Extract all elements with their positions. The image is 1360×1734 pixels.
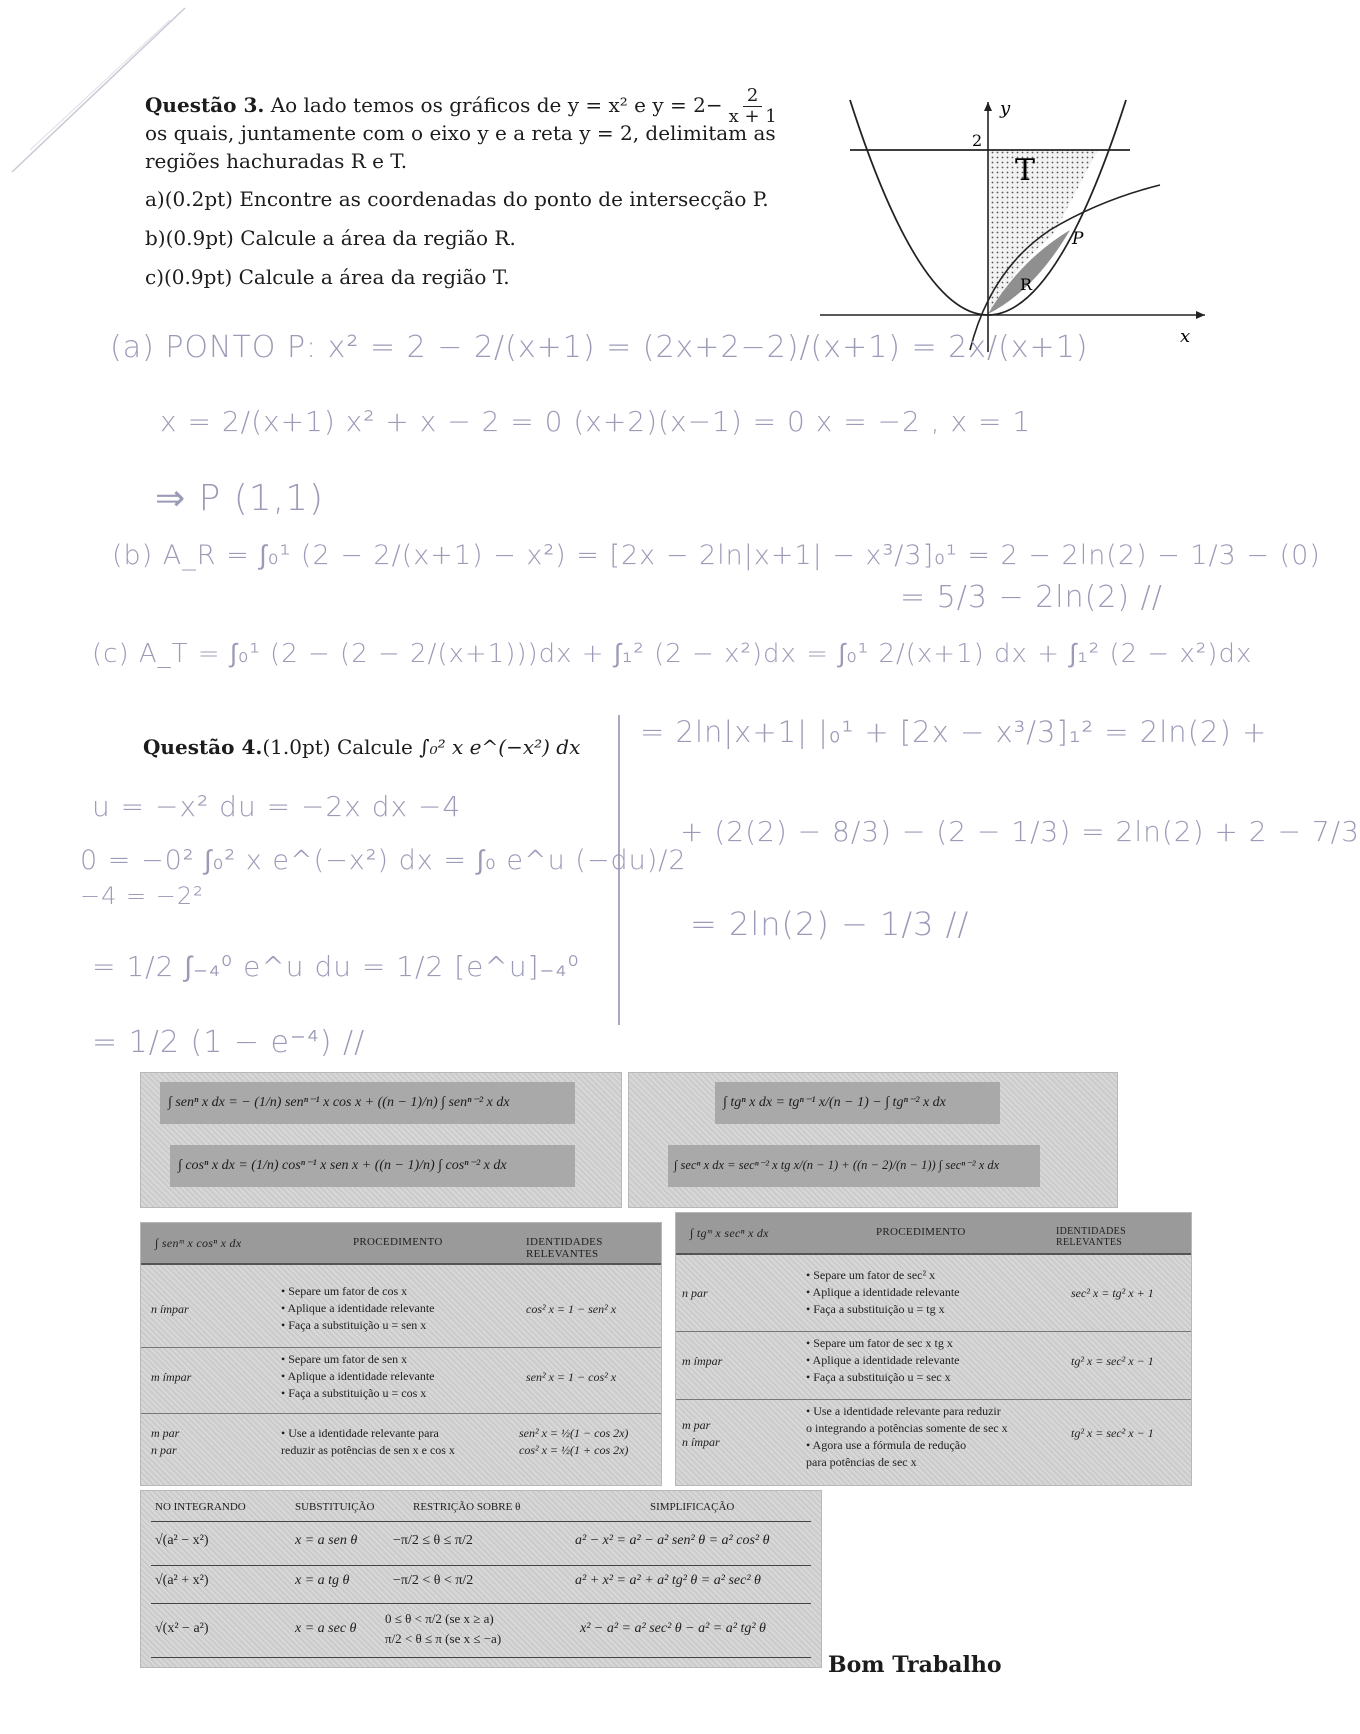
table-row: m par n ímpar • Use a identidade relevante para reduzir o integrando a potências somente de sec x • Agora use a fórmula de redução para potências de sec x tg² x = sec² x − 1 (682, 1404, 1154, 1469)
q3-item-a: a)(0.2pt) Encontre as coordenadas do ponto de intersecção P. (145, 187, 769, 211)
point-p-label: P (1072, 229, 1084, 249)
table-substitution: NO INTEGRANDO SUBSTITUIÇÃO RESTRIÇÃO SOBRE θ SIMPLIFICAÇÃO √(a² − x²) x = a sen θ −π/2 ≤ θ ≤ π/2 a² − x² = a² − a² sen² θ = a² cos² θ √(a² + x²) x = a tg θ −π/2 < θ < π/2 a² + x² = a² + a² tg² θ = a² sec² θ √(x² − a²) x = a sec θ 0 ≤ θ < π/2 (se x ≥ a) π/2 < θ ≤ π (se x ≤ −a) x² − a² = a² sec² θ − a² = a² tg² θ (140, 1490, 822, 1668)
hw-b-line1: (b) A_R = ∫₀¹ (2 − 2/(x+1) − x²) = [2x − 2ln|x+1| − x³/3]₀¹ = 2 − 2ln(2) − 1/3 − (0) (112, 540, 1321, 571)
table-row: m par n par • Use a identidade relevante para reduzir as potências de sen x e cos x sen² x = ½(1 − cos 2x) cos² x = ½(1 + cos 2x) (151, 1426, 629, 1457)
formula-cos-text: ∫ cosⁿ x dx = (1/n) cosⁿ⁻¹ x sen x + ((n − 1)/n) ∫ cosⁿ⁻² x dx (178, 1158, 507, 1173)
table-row: m ímpar • Separe um fator de sen x • Aplique a identidade relevante • Faça a substituição u = cos x sen² x = 1 − cos² x (141, 1349, 661, 1414)
table-sen-cos (140, 1222, 662, 1486)
region-r-label: R (1020, 275, 1033, 294)
hw-c-line1: (c) A_T = ∫₀¹ (2 − (2 − 2/(x+1)))dx + ∫₁² (2 − x²)dx = ∫₀¹ 2/(x+1) dx + ∫₁² (2 − x²)dx (92, 639, 1253, 669)
hw-q4-line2: 0 = −0² ∫₀² x e^(−x²) dx = ∫₀ e^u (−du)/2 (80, 845, 687, 876)
q3-fraction: $\frac{2}{x + 1}$ (728, 85, 777, 127)
hw-q4-line4: = 1/2 ∫₋₄⁰ e^u du = 1/2 [e^u]₋₄⁰ (92, 950, 580, 983)
region-t-label: T (1015, 153, 1036, 188)
table-row: √(x² − a²) x = a sec θ 0 ≤ θ < π/2 (se x ≥ a) π/2 < θ ≤ π (se x ≤ −a) x² − a² = a² sec² θ − a² = a² tg² θ (155, 1611, 766, 1646)
table-row: √(a² + x²) x = a tg θ −π/2 < θ < π/2 a² + x² = a² + a² tg² θ = a² sec² θ (155, 1573, 761, 1588)
q3-line3: regiões hachuradas R e T. (145, 149, 408, 173)
x-axis-label: x (1180, 326, 1191, 347)
q4-title: Questão 4. (143, 735, 263, 759)
question-4 (143, 733, 580, 761)
q4-text: (1.0pt) Calcule (262, 735, 413, 759)
y-axis-label: y (1000, 98, 1011, 119)
hw-c-line3: + (2(2) − 8/3) − (2 − 1/3) = 2ln(2) + 2 − 7/3 (680, 815, 1360, 848)
hw-a-line2: x = 2/(x+1) x² + x − 2 = 0 (x+2)(x−1) = 0 x = −2 , x = 1 (160, 405, 1032, 438)
subs-rule (151, 1603, 811, 1604)
table-row: √(a² − x²) x = a sen θ −π/2 ≤ θ ≤ π/2 a² − x² = a² − a² sen² θ = a² cos² θ (155, 1533, 770, 1548)
table-tg-sec-header: ∫ tgᵐ x secⁿ x dx PROCEDIMENTO IDENTIDADES RELEVANTES (676, 1213, 1191, 1255)
formula-tg-text: ∫ tgⁿ x dx = tgⁿ⁻¹ x/(n − 1) − ∫ tgⁿ⁻² x dx (723, 1095, 946, 1110)
hw-c-line4: = 2ln(2) − 1/3 // (690, 905, 970, 943)
q3-item-b: b)(0.9pt) Calcule a área da região R. (145, 226, 516, 250)
formula-sec-text: ∫ secⁿ x dx = secⁿ⁻² x tg x/(n − 1) + ((n − 2)/(n − 1)) ∫ secⁿ⁻² x dx (674, 1158, 1000, 1172)
table-row: n par • Separe um fator de sec² x • Aplique a identidade relevante • Faça a substituição u = tg x sec² x = tg² x + 1 (676, 1265, 1191, 1332)
table-sen-cos-header: ∫ senᵐ x cosⁿ x dx PROCEDIMENTO IDENTIDADES RELEVANTES (141, 1223, 661, 1265)
q3-title: Questão 3. (145, 93, 265, 117)
footer-text: Bom Trabalho (828, 1652, 1002, 1678)
formula-sen-text: ∫ senⁿ x dx = − (1/n) senⁿ⁻¹ x cos x + ((n − 1)/n) ∫ senⁿ⁻² x dx (168, 1095, 510, 1110)
subs-rule (151, 1565, 811, 1566)
table-row: m ímpar • Separe um fator de sec x tg x • Aplique a identidade relevante • Faça a substituição u = sec x tg² x = sec² x − 1 (676, 1333, 1191, 1400)
subs-rule (151, 1657, 811, 1658)
q3-line2: os quais, juntamente com o eixo y e a reta y = 2, delimitam as (145, 121, 776, 145)
subs-rule (151, 1521, 811, 1522)
hw-q4-line5: = 1/2 (1 − e⁻⁴) // (92, 1025, 366, 1060)
hw-a-line3: ⇒ P (1,1) (155, 478, 325, 519)
q3-line1: Ao lado temos os gráficos de y = x² e y = 2− (270, 93, 723, 117)
hw-b-line2: = 5/3 − 2ln(2) // (900, 580, 1163, 615)
table-row: n ímpar • Separe um fator de cos x • Aplique a identidade relevante • Faça a substituição u = sen x cos² x = 1 − sen² x (141, 1281, 661, 1348)
hw-c-line2: = 2ln|x+1| |₀¹ + [2x − x³/3]₁² = 2ln(2) + (640, 715, 1268, 749)
hw-q4-line1: u = −x² du = −2x dx −4 (92, 790, 462, 823)
tick-2-label: 2 (972, 131, 983, 150)
q4-integral: ∫₀² x e^(−x²) dx (419, 735, 581, 759)
hw-q4-line3: −4 = −2² (80, 882, 204, 910)
question-3 (145, 85, 777, 291)
hw-a-line1: (a) PONTO P: x² = 2 − 2/(x+1) = (2x+2−2)/(x+1) = 2x/(x+1) (110, 330, 1089, 365)
q3-item-c: c)(0.9pt) Calcule a área da região T. (145, 265, 510, 289)
table-tg-sec (675, 1212, 1192, 1486)
